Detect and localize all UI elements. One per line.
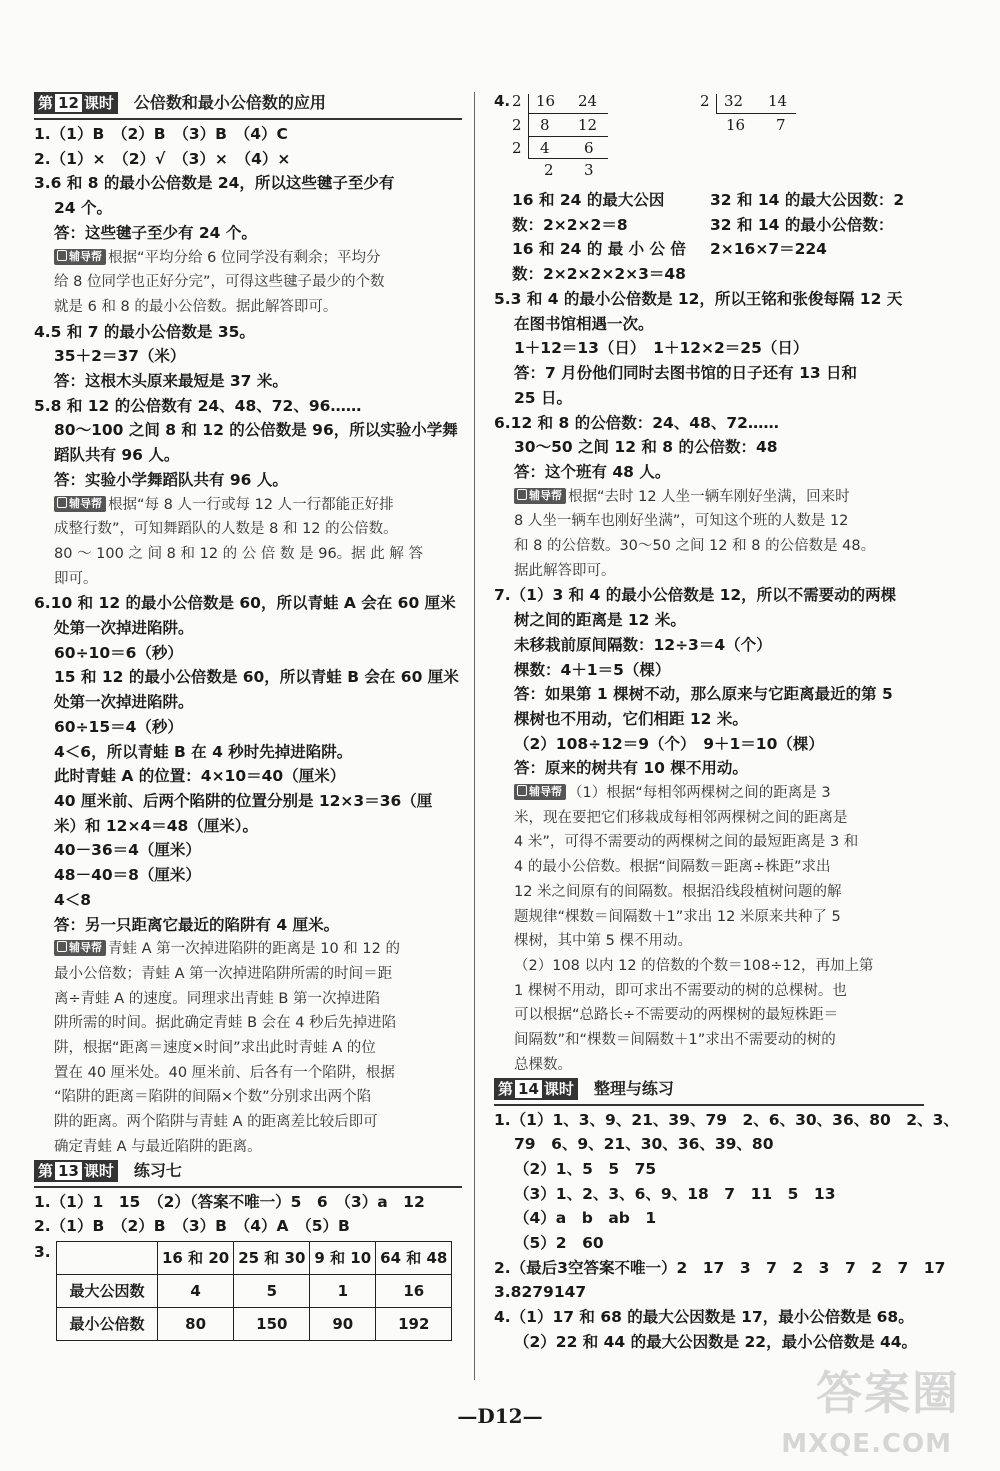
quotient: 4 <box>540 139 550 157</box>
tutor-badge: 辅导帮 <box>514 488 566 504</box>
dividend: 32 <box>724 92 744 110</box>
q4-label: 4. <box>494 92 511 110</box>
table-cell: 5 <box>234 1274 310 1307</box>
answer-line: 处第一次掉进陷阱。 <box>54 693 194 712</box>
tutor-note-line: 和 8 的公倍数。30～50 之间 12 和 8 的公倍数是 48。 <box>514 538 876 555</box>
short-division-block <box>494 92 924 188</box>
quotient: 2 <box>544 161 554 179</box>
answer-line: （2）108÷12＝9（个） 9＋1＝10（棵） <box>514 734 824 753</box>
lesson-13-title: 练习七 <box>133 1160 182 1180</box>
answer-line: 40－36＝4（厘米） <box>54 841 201 860</box>
table-cell: 64 和 48 <box>376 1241 452 1274</box>
answer-line: 答：另一只距离它最近的陷阱有 4 厘米。 <box>54 915 340 934</box>
division-line <box>716 113 796 114</box>
table-cell: 90 <box>310 1307 376 1340</box>
answer-line: 未移栽前原间隔数：12÷3＝4（个） <box>514 635 772 654</box>
quotient: 12 <box>578 116 598 134</box>
book-icon <box>57 497 67 508</box>
answer-line: 7.（1）3 和 4 的最小公倍数是 12，所以不需要动的两棵 <box>494 586 897 605</box>
table-cell: 80 <box>158 1307 234 1340</box>
division-line <box>528 136 608 137</box>
tutor-note-line: 可以根据“总路长÷不需要动的两棵树的最短株距＝ <box>514 1007 839 1024</box>
answer-line: 答：如果第 1 棵树不动，那么原来与它距离最近的第 5 <box>514 685 893 704</box>
answer-line: 2.（1）B （2）B （3）B （4）A （5）B <box>34 1217 350 1236</box>
divisor: 2 <box>512 92 522 110</box>
answer-line: 答：这根木头原来最短是 37 米。 <box>54 372 288 391</box>
answer-line: 32 和 14 的最小公倍数： <box>710 215 894 234</box>
answer-line: 35＋2＝37（米） <box>54 347 186 366</box>
left-column <box>34 92 462 1341</box>
answer-line: （4）a b ab 1 <box>514 1209 657 1228</box>
tutor-note-line: 题规律“棵数＝间隔数＋1”求出 12 米原来共种了 5 <box>514 908 841 925</box>
tutor-note-line: 1 棵树不用动，即可求出不需要动的树的总棵树。也 <box>514 982 847 999</box>
divisor: 2 <box>512 116 522 134</box>
answer-line: 2×16×7＝224 <box>710 240 827 259</box>
divisor: 2 <box>700 92 710 110</box>
answer-line: 2.（最后3空答案不唯一）2 17 3 7 2 3 7 2 7 17 <box>494 1258 946 1277</box>
answer-line: 16 和 24 的 最 小 公 倍 <box>512 240 686 259</box>
page-number: —D12— <box>457 1404 543 1428</box>
table-cell: 9 和 10 <box>310 1241 376 1274</box>
answer-line: （3）1、2、3、6、9、18 7 11 5 13 <box>514 1184 836 1203</box>
tutor-note: 辅导帮 （1）根据“每相邻两棵树之间的距离是 3 <box>494 781 924 806</box>
answer-line: 蹈队共有 96 人。 <box>54 446 180 465</box>
tutor-badge: 辅导帮 <box>514 784 566 800</box>
answer-line: 16 和 24 的最大公因 <box>512 191 665 209</box>
q3-label: 3. <box>34 1242 51 1261</box>
answer-line: 15 和 12 的最小公倍数是 60，所以青蛙 B 会在 60 厘米 <box>54 668 459 687</box>
tutor-note-line: 阱的距离。两个陷阱与青蛙 A 的距离差比较后即可 <box>54 1114 378 1131</box>
answer-line: 30～50 之间 12 和 8 的公倍数：48 <box>514 438 778 457</box>
answer-line: 48－40＝8（厘米） <box>54 866 201 885</box>
table-cell: 最大公因数 <box>57 1274 158 1307</box>
answer-line: 米）和 12×4＝48（厘米）。 <box>54 816 259 835</box>
table-row <box>57 1307 452 1340</box>
tutor-note-line: 确定青蛙 A 与最近陷阱的距离。 <box>54 1138 262 1155</box>
tutor-note-line: 8 人坐一辆车也刚好坐满”，可知这个班的人数是 12 <box>514 513 849 530</box>
table-cell: 最小公倍数 <box>57 1307 158 1340</box>
lesson-12-title: 公倍数和最小公倍数的应用 <box>133 93 326 112</box>
answer-line: 4.5 和 7 的最小公倍数是 35。 <box>34 322 255 341</box>
tutor-note-line: 总棵数。 <box>514 1056 572 1073</box>
tutor-note-line: 就是 6 和 8 的最小公倍数。据此解答即可。 <box>54 298 338 315</box>
answer-line: 1＋12＝13（日） 1＋12×2＝25（日） <box>514 339 809 358</box>
tutor-note-line: 即可。 <box>54 570 98 587</box>
lesson-14-header <box>494 1078 924 1106</box>
answer-line: 数：2×2×2＝8 <box>512 215 628 234</box>
answer-line: 数：2×2×2×2×3＝48 <box>512 265 686 284</box>
answer-line: 32 和 14 的最大公因数：2 <box>710 191 905 209</box>
dividend: 16 <box>536 92 556 110</box>
table-row <box>57 1274 452 1307</box>
table-cell: 1 <box>310 1274 376 1307</box>
answer-line: 棵树也不用动，它们相距 12 米。 <box>514 709 748 728</box>
lesson-14-title: 整理与练习 <box>593 1078 674 1098</box>
divisor: 2 <box>512 139 522 157</box>
book-icon <box>57 250 67 261</box>
division-bar <box>716 94 717 114</box>
quotient: 16 <box>726 116 746 134</box>
answer-line: 4.（1）17 和 68 的最大公因数是 17，最小公倍数是 68。 <box>494 1308 914 1327</box>
answer-line: 1.（1）1、3、9、21、39、79 2、6、30、36、80 2、3、 <box>494 1110 959 1129</box>
tutor-note-line: 棵树，其中第 5 棵不用动。 <box>514 933 692 950</box>
answer-line: （5）2 60 <box>514 1234 604 1253</box>
tutor-note-line: 12 米之间原有的间隔数。根据沿线段植树问题的解 <box>514 883 842 900</box>
answer-line: 79 6、9、21、30、36、39、80 <box>514 1135 774 1154</box>
division-line <box>528 158 608 159</box>
answer-line: 棵数：4＋1＝5（棵） <box>514 660 671 679</box>
tutor-badge: 辅导帮 <box>54 249 106 265</box>
book-icon <box>517 489 527 500</box>
answer-line: 答：这个班有 48 人。 <box>514 462 671 481</box>
tutor-note: 辅导帮 青蛙 A 第一次掉进陷阱的距离是 10 和 12 的 <box>34 937 462 962</box>
answer-line: 处第一次掉进陷阱。 <box>54 619 194 638</box>
lesson-13-header <box>34 1160 462 1188</box>
tutor-note-line: 阱所需的时间。据此确定青蛙 B 会在 4 秒后先掉进陷 <box>54 1015 397 1032</box>
tutor-note-line: 给 8 位同学也正好分完”，可得这些毽子最少的个数 <box>54 274 385 291</box>
table-cell: 150 <box>234 1307 310 1340</box>
answer-line: 6.12 和 8 的公倍数：24、48、72…… <box>494 413 779 432</box>
answer-line: 在图书馆相遇一次。 <box>514 314 654 333</box>
tutor-note-line: 据此解答即可。 <box>514 562 616 579</box>
lesson-12-badge: 第 12 课时 <box>34 92 118 114</box>
quotient: 6 <box>584 139 594 157</box>
dividend: 24 <box>578 92 598 110</box>
tutor-badge: 辅导帮 <box>54 496 106 512</box>
answer-line: 25 日。 <box>514 388 572 407</box>
column-divider <box>474 92 475 1380</box>
answer-line: 1.（1）1 15 （2）（答案不唯一）5 6 （3）a 12 <box>34 1192 425 1211</box>
lesson-13-badge: 第 13 课时 <box>34 1160 118 1182</box>
tutor-note-line: “陷阱的距离＝陷阱的间隔×个数”分别求出两个陷 <box>54 1089 372 1106</box>
answer-line: 4＜6，所以青蛙 B 在 4 秒时先掉进陷阱。 <box>54 742 353 761</box>
table-cell: 4 <box>158 1274 234 1307</box>
division-line <box>528 113 608 114</box>
tutor-note: 辅导帮 根据“每 8 人一行或每 12 人一行都能正好排 <box>34 493 462 518</box>
quotient: 7 <box>776 116 786 134</box>
tutor-note-line: 最小公倍数；青蛙 A 第一次掉进陷阱所需的时间＝距 <box>54 965 393 982</box>
answer-line: 3.8279147 <box>494 1283 587 1302</box>
answer-line: 4＜8 <box>54 890 92 909</box>
tutor-note-line: 阱，根据“距离＝速度×时间”求出此时青蛙 A 的位 <box>54 1040 376 1057</box>
answer-line: 答：这些毽子至少有 24 个。 <box>54 223 257 242</box>
answer-line: 答：7 月份他们同时去图书馆的日子还有 13 日和 <box>514 364 858 383</box>
answer-line: 60÷10＝6（秒） <box>54 643 183 662</box>
division-bar <box>528 94 529 158</box>
tutor-note: 辅导帮 根据“去时 12 人坐一辆车刚好坐满，回来时 <box>494 485 924 510</box>
table-cell: 16 和 20 <box>158 1241 234 1274</box>
answer-line: 3.6 和 8 的最小公倍数是 24，所以这些毽子至少有 <box>34 174 395 193</box>
answer-line: 24 个。 <box>54 199 112 218</box>
answer-line: 此时青蛙 A 的位置：4×10＝40（厘米） <box>54 767 346 786</box>
tutor-note-line: 4 米”，可得不需要动的两棵树之间的最短距离是 3 和 <box>514 834 859 851</box>
tutor-note-line: 米，现在要把它们移栽成每相邻两棵树之间的距离是 <box>514 809 848 826</box>
tutor-note-line: 80 ～ 100 之 间 8 和 12 的 公 倍 数 是 96。据 此 解 答 <box>54 545 423 562</box>
answer-line: 答：原来的树共有 10 棵不用动。 <box>514 759 748 778</box>
tutor-note-line: （2）108 以内 12 的倍数的个数＝108÷12，再加上第 <box>514 957 874 974</box>
answer-line: 40 厘米前、后两个陷阱的位置分别是 12×3＝36（厘 <box>54 791 433 810</box>
tutor-note-line: 离÷青蛙 A 的速度。同理求出青蛙 B 第一次掉进陷 <box>54 990 380 1007</box>
answer-line: 1.（1）B （2）B （3）B （4）C <box>34 125 288 143</box>
quotient: 8 <box>540 116 550 134</box>
tutor-note: 辅导帮 根据“平均分给 6 位同学没有剩余；平均分 <box>34 246 462 271</box>
answer-line: 5.3 和 4 的最小公倍数是 12，所以王铭和张俊每隔 12 天 <box>494 290 903 308</box>
watermark-logo-text: 答案圈 <box>816 1366 960 1420</box>
table-cell: 16 <box>376 1274 452 1307</box>
table-cell <box>57 1241 158 1274</box>
tutor-note-line: 间隔数”和“棵数＝间隔数＋1”求出不需要动的树的 <box>514 1032 836 1049</box>
q4-answer-pairs <box>494 188 924 287</box>
tutor-badge: 辅导帮 <box>54 940 106 956</box>
answer-line: （2）1、5 5 75 <box>514 1159 657 1178</box>
answer-line: 2.（1）× （2）√ （3）× （4）× <box>34 149 291 168</box>
answer-line: 5.8 和 12 的公倍数有 24、48、72、96…… <box>34 396 362 415</box>
tutor-note-line: 成整行数”，可知舞蹈队的人数是 8 和 12 的公倍数。 <box>54 521 398 538</box>
book-icon <box>57 941 67 952</box>
dividend: 14 <box>768 92 788 110</box>
table-cell: 25 和 30 <box>234 1241 310 1274</box>
answer-line: 6.10 和 12 的最小公倍数是 60，所以青蛙 A 会在 60 厘米 <box>34 594 456 613</box>
answer-line: 树之间的距离是 12 米。 <box>514 611 686 630</box>
lesson-14-badge: 第 14 课时 <box>494 1078 578 1100</box>
answer-line: 60÷15＝4（秒） <box>54 717 183 736</box>
answer-line: 答：实验小学舞蹈队共有 96 人。 <box>54 470 288 489</box>
table-header-row <box>57 1241 452 1274</box>
gcd-lcm-table <box>56 1241 452 1341</box>
quotient: 3 <box>584 161 594 179</box>
q3-table-block <box>34 1241 462 1341</box>
tutor-note-line: 4 的最小公倍数。根据“间隔数＝距离÷株距”求出 <box>514 859 831 876</box>
lesson-12-header <box>34 92 462 120</box>
watermark-url: MXQE.COM <box>781 1429 952 1459</box>
book-icon <box>517 785 527 796</box>
right-column <box>494 92 959 1355</box>
table-cell: 192 <box>376 1307 452 1340</box>
answer-line: （2）22 和 44 的最大公因数是 22，最小公倍数是 44。 <box>514 1332 918 1351</box>
tutor-note-line: 置在 40 厘米处。40 厘米前、后各有一个陷阱，根据 <box>54 1064 395 1081</box>
answer-line: 80～100 之间 8 和 12 的公倍数是 96，所以实验小学舞 <box>54 421 458 440</box>
